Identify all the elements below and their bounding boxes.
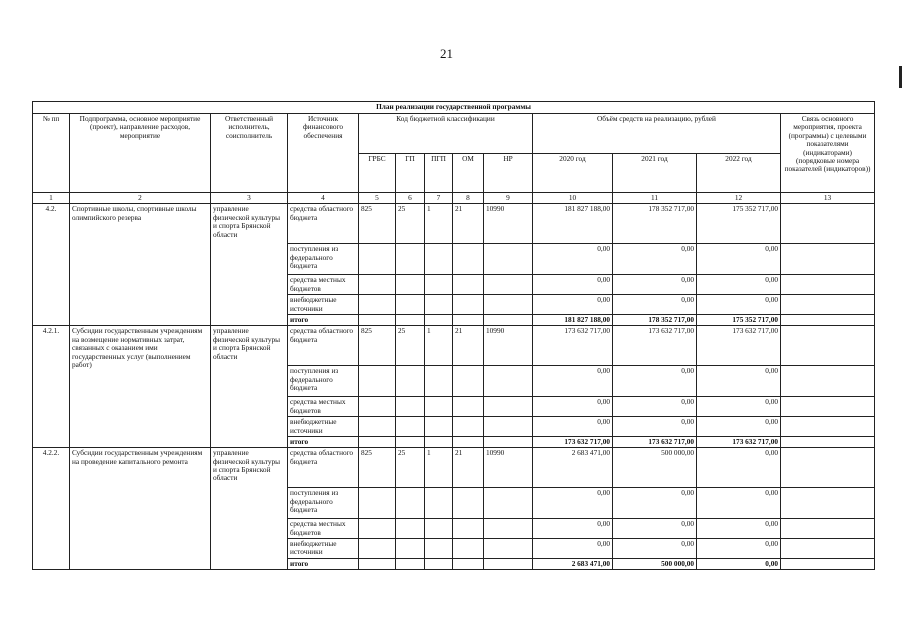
amount-2021: 0,00 [613, 488, 697, 519]
header-num: № пп [33, 114, 70, 193]
amount-2020: 0,00 [533, 519, 613, 539]
program-plan-table [32, 101, 875, 570]
page-number: 21 [440, 46, 453, 61]
code-nr [484, 436, 533, 447]
code-gp [396, 397, 425, 417]
amount-2021: 500 000,00 [613, 558, 697, 569]
funding-source: внебюджетные источники [288, 539, 359, 559]
code-nr: 10990 [484, 204, 533, 244]
code-gp [396, 539, 425, 559]
indicator-link [781, 314, 875, 325]
table-title: План реализации государственной программы [33, 102, 875, 114]
column-number: 10 [533, 193, 613, 204]
code-om [453, 295, 484, 315]
item-name: Субсидии государственным учреждениям на возмещение нормативных затрат, связанных с оказанием ими государственных услуг (выполнением работ) [70, 326, 211, 448]
header-2021: 2021 год [613, 153, 697, 193]
responsible-executor: управление физической культуры и спорта Брянской области [211, 448, 288, 570]
header-pgp: ПГП [425, 153, 453, 193]
code-gp [396, 366, 425, 397]
code-pgp [425, 488, 453, 519]
table-title-row [33, 102, 875, 114]
amount-2020: 0,00 [533, 488, 613, 519]
header-2022: 2022 год [697, 153, 781, 193]
amount-2021: 0,00 [613, 244, 697, 275]
amount-2021: 173 632 717,00 [613, 326, 697, 366]
indicator-link [781, 204, 875, 244]
amount-2020: 181 827 188,00 [533, 314, 613, 325]
amount-2020: 0,00 [533, 397, 613, 417]
code-pgp [425, 314, 453, 325]
scan-edge-mark [899, 66, 902, 88]
code-nr: 10990 [484, 448, 533, 488]
amount-2022: 173 632 717,00 [697, 436, 781, 447]
code-om [453, 275, 484, 295]
amount-2022: 173 632 717,00 [697, 326, 781, 366]
code-nr [484, 244, 533, 275]
amount-2020: 0,00 [533, 417, 613, 437]
code-gp: 25 [396, 326, 425, 366]
code-grbs [359, 539, 396, 559]
funding-source: средства местных бюджетов [288, 397, 359, 417]
code-om [453, 519, 484, 539]
indicator-link [781, 448, 875, 488]
code-grbs: 825 [359, 326, 396, 366]
header-program: Подпрограмма, основное мероприятие (проект), направление расходов, мероприятие [70, 114, 211, 193]
code-grbs: 825 [359, 448, 396, 488]
code-pgp [425, 539, 453, 559]
code-gp [396, 519, 425, 539]
item-number: 4.2.2. [33, 448, 70, 570]
header-grbs: ГРБС [359, 153, 396, 193]
code-nr [484, 314, 533, 325]
code-pgp [425, 397, 453, 417]
header-nr: НР [484, 153, 533, 193]
column-number: 12 [697, 193, 781, 204]
indicator-link [781, 244, 875, 275]
code-nr [484, 539, 533, 559]
code-grbs [359, 275, 396, 295]
amount-2020: 173 632 717,00 [533, 326, 613, 366]
column-number: 2 [70, 193, 211, 204]
column-number: 3 [211, 193, 288, 204]
code-grbs [359, 295, 396, 315]
amount-2020: 181 827 188,00 [533, 204, 613, 244]
code-om: 21 [453, 448, 484, 488]
code-gp: 25 [396, 204, 425, 244]
code-gp [396, 244, 425, 275]
code-gp [396, 558, 425, 569]
header-gp: ГП [396, 153, 425, 193]
indicator-link [781, 295, 875, 315]
amount-2022: 0,00 [697, 417, 781, 437]
code-om [453, 488, 484, 519]
amount-2020: 2 683 471,00 [533, 448, 613, 488]
code-pgp [425, 295, 453, 315]
amount-2020: 0,00 [533, 244, 613, 275]
code-pgp [425, 275, 453, 295]
funding-source: внебюджетные источники [288, 417, 359, 437]
column-number: 4 [288, 193, 359, 204]
indicator-link [781, 417, 875, 437]
header-source: Источник финансового обеспечения [288, 114, 359, 193]
amount-2022: 0,00 [697, 539, 781, 559]
column-number: 9 [484, 193, 533, 204]
code-nr [484, 488, 533, 519]
indicator-link [781, 488, 875, 519]
amount-2020: 0,00 [533, 295, 613, 315]
code-grbs [359, 366, 396, 397]
amount-2022: 0,00 [697, 295, 781, 315]
amount-2022: 0,00 [697, 397, 781, 417]
amount-2021: 0,00 [613, 366, 697, 397]
code-nr [484, 295, 533, 315]
column-number: 7 [425, 193, 453, 204]
table-row [33, 204, 875, 244]
funding-source: итого [288, 558, 359, 569]
header-budget-code-group: Код бюджетной классификации [359, 114, 533, 154]
indicator-link [781, 366, 875, 397]
code-om [453, 558, 484, 569]
item-number: 4.2. [33, 204, 70, 326]
code-nr: 10990 [484, 326, 533, 366]
column-number: 1 [33, 193, 70, 204]
amount-2021: 173 632 717,00 [613, 436, 697, 447]
column-number: 11 [613, 193, 697, 204]
indicator-link [781, 539, 875, 559]
code-grbs [359, 244, 396, 275]
amount-2020: 0,00 [533, 366, 613, 397]
header-funding-group: Объём средств на реализацию, рублей [533, 114, 781, 154]
amount-2021: 0,00 [613, 275, 697, 295]
code-om [453, 417, 484, 437]
table-row [33, 326, 875, 366]
amount-2021: 0,00 [613, 397, 697, 417]
code-nr [484, 558, 533, 569]
item-number: 4.2.1. [33, 326, 70, 448]
code-grbs [359, 436, 396, 447]
code-gp [396, 314, 425, 325]
table-row [33, 448, 875, 488]
code-pgp [425, 519, 453, 539]
funding-source: итого [288, 314, 359, 325]
indicator-link [781, 436, 875, 447]
funding-source: средства местных бюджетов [288, 519, 359, 539]
indicator-link [781, 519, 875, 539]
funding-source: внебюджетные источники [288, 295, 359, 315]
code-nr [484, 397, 533, 417]
amount-2022: 175 352 717,00 [697, 204, 781, 244]
funding-source: поступления из федерального бюджета [288, 488, 359, 519]
code-om [453, 244, 484, 275]
code-pgp: 1 [425, 448, 453, 488]
header-link: Связь основного мероприятия, проекта (программы) с целевыми показателями (индикаторами) (порядковые номера показателей (индикаторов)) [781, 114, 875, 193]
code-pgp [425, 244, 453, 275]
funding-source: средства местных бюджетов [288, 275, 359, 295]
header-om: ОМ [453, 153, 484, 193]
indicator-link [781, 326, 875, 366]
code-om [453, 436, 484, 447]
code-grbs [359, 558, 396, 569]
item-name: Субсидии государственным учреждениям на проведение капитального ремонта [70, 448, 211, 570]
indicator-link [781, 558, 875, 569]
code-om: 21 [453, 204, 484, 244]
code-nr [484, 519, 533, 539]
funding-source: средства областного бюджета [288, 204, 359, 244]
code-nr [484, 366, 533, 397]
code-grbs [359, 397, 396, 417]
header-row [33, 114, 875, 154]
amount-2021: 0,00 [613, 417, 697, 437]
column-number: 5 [359, 193, 396, 204]
header-2020: 2020 год [533, 153, 613, 193]
code-gp [396, 275, 425, 295]
column-number-row [33, 193, 875, 204]
code-pgp: 1 [425, 326, 453, 366]
funding-source: итого [288, 436, 359, 447]
responsible-executor: управление физической культуры и спорта Брянской области [211, 204, 288, 326]
code-gp [396, 436, 425, 447]
funding-source: средства областного бюджета [288, 448, 359, 488]
item-name: Спортивные школы, спортивные школы олимпийского резерва [70, 204, 211, 326]
header-responsible: Ответственный исполнитель, соисполнитель [211, 114, 288, 193]
funding-source: поступления из федерального бюджета [288, 244, 359, 275]
code-grbs [359, 314, 396, 325]
amount-2020: 0,00 [533, 539, 613, 559]
code-om [453, 314, 484, 325]
code-pgp [425, 417, 453, 437]
column-number: 6 [396, 193, 425, 204]
amount-2022: 0,00 [697, 275, 781, 295]
code-pgp [425, 366, 453, 397]
code-om [453, 366, 484, 397]
amount-2021: 500 000,00 [613, 448, 697, 488]
code-grbs: 825 [359, 204, 396, 244]
code-nr [484, 417, 533, 437]
code-grbs [359, 488, 396, 519]
amount-2022: 0,00 [697, 244, 781, 275]
amount-2022: 0,00 [697, 558, 781, 569]
amount-2022: 0,00 [697, 488, 781, 519]
amount-2022: 0,00 [697, 366, 781, 397]
amount-2021: 178 352 717,00 [613, 314, 697, 325]
amount-2022: 175 352 717,00 [697, 314, 781, 325]
responsible-executor: управление физической культуры и спорта Брянской области [211, 326, 288, 448]
amount-2020: 2 683 471,00 [533, 558, 613, 569]
amount-2020: 0,00 [533, 275, 613, 295]
amount-2021: 178 352 717,00 [613, 204, 697, 244]
amount-2021: 0,00 [613, 539, 697, 559]
code-grbs [359, 519, 396, 539]
amount-2020: 173 632 717,00 [533, 436, 613, 447]
column-number: 13 [781, 193, 875, 204]
amount-2022: 0,00 [697, 519, 781, 539]
code-nr [484, 275, 533, 295]
amount-2021: 0,00 [613, 519, 697, 539]
code-gp [396, 417, 425, 437]
funding-source: поступления из федерального бюджета [288, 366, 359, 397]
amount-2022: 0,00 [697, 448, 781, 488]
code-om [453, 539, 484, 559]
column-number: 8 [453, 193, 484, 204]
code-pgp [425, 436, 453, 447]
code-gp [396, 488, 425, 519]
code-gp: 25 [396, 448, 425, 488]
code-om: 21 [453, 326, 484, 366]
indicator-link [781, 397, 875, 417]
funding-source: средства областного бюджета [288, 326, 359, 366]
code-grbs [359, 417, 396, 437]
code-pgp [425, 558, 453, 569]
amount-2021: 0,00 [613, 295, 697, 315]
code-om [453, 397, 484, 417]
code-gp [396, 295, 425, 315]
indicator-link [781, 275, 875, 295]
code-pgp: 1 [425, 204, 453, 244]
